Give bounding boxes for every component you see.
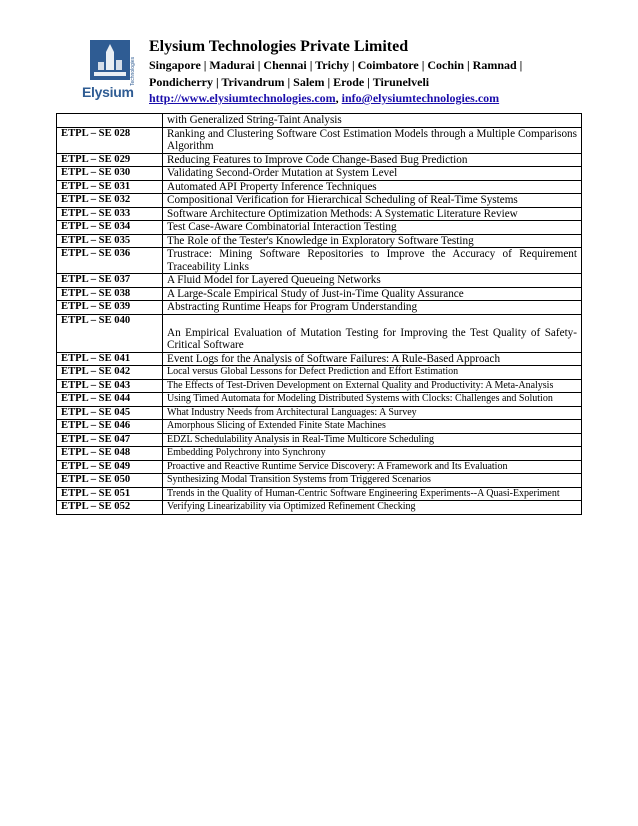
table-row: [57, 180, 582, 194]
tower-icon: [90, 40, 130, 80]
project-code: ETPL – SE 038: [57, 287, 163, 301]
table-row: [57, 487, 582, 501]
project-code: ETPL – SE 047: [57, 433, 163, 447]
locations-line-2: Pondicherry | Trivandrum | Salem | Erode | Tirunelveli: [149, 75, 430, 89]
table-row: [57, 207, 582, 221]
project-code: ETPL – SE 040: [57, 314, 163, 352]
project-title: Verifying Linearizability via Optimized Refinement Checking: [163, 501, 582, 515]
project-title: Amorphous Slicing of Extended Finite State Machines: [163, 420, 582, 434]
letterhead: [80, 38, 600, 104]
project-title: with Generalized String-Taint Analysis: [163, 114, 582, 128]
project-code: ETPL – SE 049: [57, 460, 163, 474]
project-title: A Fluid Model for Layered Queueing Networks: [163, 274, 582, 288]
logo-emblem: [90, 40, 130, 80]
project-code: ETPL – SE 052: [57, 501, 163, 515]
project-code: ETPL – SE 043: [57, 379, 163, 393]
table-row: [57, 167, 582, 181]
project-code: ETPL – SE 046: [57, 420, 163, 434]
table-row: [57, 352, 582, 366]
project-title: Trends in the Quality of Human-Centric Software Engineering Experiments--A Quasi-Experiment: [163, 487, 582, 501]
company-logo: [80, 38, 146, 102]
project-title: The Effects of Test-Driven Development on External Quality and Productivity: A Meta-Analysis: [163, 379, 582, 393]
project-code: ETPL – SE 037: [57, 274, 163, 288]
project-code: ETPL – SE 042: [57, 366, 163, 380]
project-title: Automated API Property Inference Techniques: [163, 180, 582, 194]
project-title: An Empirical Evaluation of Mutation Testing for Improving the Test Quality of Safety-Critical Software: [163, 314, 582, 352]
project-title: EDZL Schedulability Analysis in Real-Time Multicore Scheduling: [163, 433, 582, 447]
project-title: Trustrace: Mining Software Repositories to Improve the Accuracy of Requirement Traceability Links: [163, 248, 582, 274]
table-row: [57, 248, 582, 274]
project-title: Software Architecture Optimization Methods: A Systematic Literature Review: [163, 207, 582, 221]
project-title: Abstracting Runtime Heaps for Program Understanding: [163, 301, 582, 315]
table-row: [57, 221, 582, 235]
table-row: [57, 127, 582, 153]
table-row: [57, 114, 582, 128]
table-row: [57, 287, 582, 301]
email-link[interactable]: info@elysiumtechnologies.com: [341, 91, 500, 105]
project-title: Synthesizing Modal Transition Systems from Triggered Scenarios: [163, 474, 582, 488]
project-title: Reducing Features to Improve Code Change-Based Bug Prediction: [163, 153, 582, 167]
project-code: ETPL – SE 045: [57, 406, 163, 420]
project-title: Proactive and Reactive Runtime Service Discovery: A Framework and Its Evaluation: [163, 460, 582, 474]
table-row: [57, 406, 582, 420]
project-code: ETPL – SE 041: [57, 352, 163, 366]
project-code: ETPL – SE 034: [57, 221, 163, 235]
project-title: The Role of the Tester's Knowledge in Exploratory Software Testing: [163, 234, 582, 248]
project-title: Validating Second-Order Mutation at System Level: [163, 167, 582, 181]
project-title: Test Case-Aware Combinatorial Interaction Testing: [163, 221, 582, 235]
locations-line-1: Singapore | Madurai | Chennai | Trichy | Coimbatore | Cochin | Ramnad |: [149, 58, 523, 72]
project-code: ETPL – SE 032: [57, 194, 163, 208]
project-title: Compositional Verification for Hierarchical Scheduling of Real-Time Systems: [163, 194, 582, 208]
table-body: [57, 114, 582, 515]
table-row: [57, 274, 582, 288]
project-title: Event Logs for the Analysis of Software Failures: A Rule-Based Approach: [163, 352, 582, 366]
project-title: Using Timed Automata for Modeling Distributed Systems with Clocks: Challenges and Solution: [163, 393, 582, 407]
table-row: [57, 301, 582, 315]
logo-vertical-text: Technologies: [130, 56, 136, 86]
table-row: [57, 314, 582, 352]
contact-links: [149, 90, 609, 106]
table-row: [57, 447, 582, 461]
table-row: [57, 194, 582, 208]
project-title: Embedding Polychrony into Synchrony: [163, 447, 582, 461]
project-code: [57, 114, 163, 128]
project-code: ETPL – SE 051: [57, 487, 163, 501]
table-row: [57, 234, 582, 248]
letterhead-text: [149, 38, 609, 106]
project-title: Local versus Global Lessons for Defect Prediction and Effort Estimation: [163, 366, 582, 380]
project-code: ETPL – SE 050: [57, 474, 163, 488]
link-separator: ,: [335, 91, 342, 105]
table-row: [57, 420, 582, 434]
table-row: [57, 393, 582, 407]
table-row: [57, 460, 582, 474]
project-code: ETPL – SE 035: [57, 234, 163, 248]
table-row: [57, 501, 582, 515]
project-code: ETPL – SE 031: [57, 180, 163, 194]
logo-wordmark: Elysium: [82, 84, 134, 100]
project-code: ETPL – SE 044: [57, 393, 163, 407]
table-row: [57, 379, 582, 393]
project-code: ETPL – SE 048: [57, 447, 163, 461]
table-row: [57, 366, 582, 380]
project-code: ETPL – SE 033: [57, 207, 163, 221]
project-code: ETPL – SE 036: [57, 248, 163, 274]
project-title: A Large-Scale Empirical Study of Just-in-Time Quality Assurance: [163, 287, 582, 301]
project-code: ETPL – SE 028: [57, 127, 163, 153]
table-row: [57, 474, 582, 488]
project-code: ETPL – SE 030: [57, 167, 163, 181]
project-topics-table: [56, 113, 582, 515]
project-code: ETPL – SE 039: [57, 301, 163, 315]
project-code: ETPL – SE 029: [57, 153, 163, 167]
website-link[interactable]: http://www.elysiumtechnologies.com: [149, 91, 336, 105]
company-name: Elysium Technologies Private Limited: [149, 38, 409, 55]
project-title: Ranking and Clustering Software Cost Estimation Models through a Multiple Comparisons Algorithm: [163, 127, 582, 153]
table-row: [57, 153, 582, 167]
project-title: What Industry Needs from Architectural Languages: A Survey: [163, 406, 582, 420]
table-row: [57, 433, 582, 447]
